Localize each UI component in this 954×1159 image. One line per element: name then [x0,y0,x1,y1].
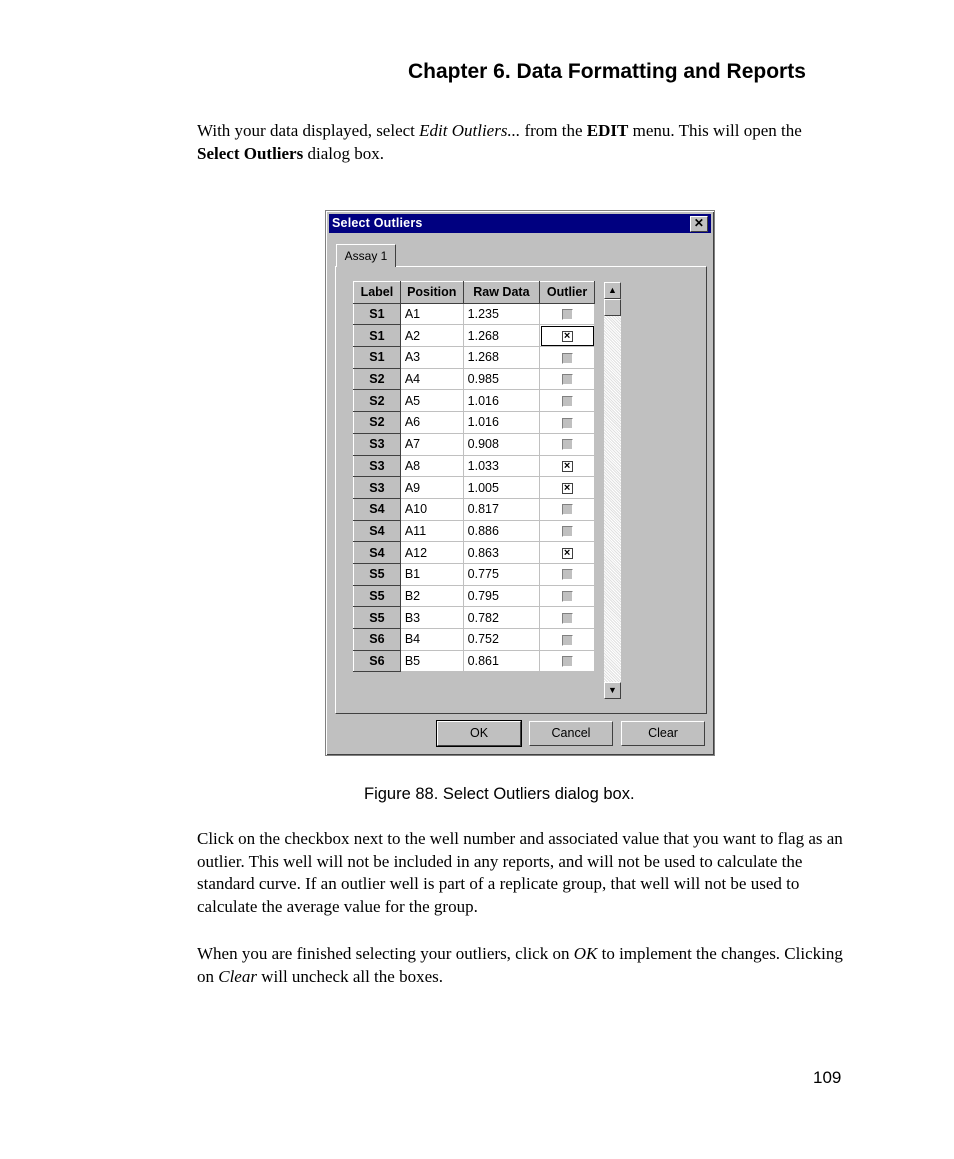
row-label-button[interactable]: S3 [354,455,401,477]
raw-data-cell: 0.863 [463,542,539,564]
table-row [354,455,595,477]
figure-caption: Figure 88. Select Outliers dialog box. [364,785,635,803]
raw-data-cell: 1.016 [463,390,539,412]
row-label-button[interactable]: S3 [354,477,401,499]
outlier-checkbox[interactable] [562,613,573,624]
vertical-scrollbar[interactable] [604,282,621,699]
position-cell: A6 [400,412,463,434]
position-cell: A1 [400,303,463,325]
table-row [354,498,595,520]
table-row [354,607,595,629]
outlier-checkbox[interactable] [562,591,573,602]
raw-data-cell: 1.268 [463,347,539,369]
dialog-titlebar [329,214,711,233]
column-header-label[interactable]: Label [354,282,401,304]
raw-data-cell: 0.908 [463,433,539,455]
table-row [354,347,595,369]
position-cell: B5 [400,650,463,672]
outlier-grid [353,281,595,672]
ok-button[interactable]: OK [437,721,521,746]
outlier-checkbox[interactable]: × [562,461,573,472]
table-row [354,520,595,542]
outlier-cell [540,607,595,629]
outlier-checkbox[interactable] [562,418,573,429]
outlier-checkbox[interactable] [562,504,573,515]
table-row [354,650,595,672]
outlier-checkbox[interactable] [562,656,573,667]
outlier-checkbox[interactable]: × [562,483,573,494]
outlier-checkbox[interactable]: × [562,548,573,559]
row-label-button[interactable]: S5 [354,585,401,607]
raw-data-cell: 0.985 [463,368,539,390]
raw-data-cell: 1.268 [463,325,539,347]
dialog-title: Select Outliers [332,216,423,230]
outlier-checkbox[interactable] [562,569,573,580]
table-row [354,303,595,325]
position-cell: A7 [400,433,463,455]
table-row [354,629,595,651]
row-label-button[interactable]: S5 [354,563,401,585]
table-row [354,325,595,347]
position-cell: A5 [400,390,463,412]
row-label-button[interactable]: S4 [354,520,401,542]
outlier-cell [540,650,595,672]
raw-data-cell: 1.033 [463,455,539,477]
row-label-button[interactable]: S6 [354,629,401,651]
column-header-raw-data[interactable]: Raw Data [463,282,539,304]
grid-header-row [354,282,595,304]
cancel-button[interactable]: Cancel [529,721,613,746]
outlier-cell [540,563,595,585]
position-cell: B1 [400,563,463,585]
clear-button[interactable]: Clear [621,721,705,746]
scroll-up-icon[interactable]: ▲ [604,282,621,299]
row-label-button[interactable]: S1 [354,303,401,325]
table-row [354,585,595,607]
intro-paragraph: With your data displayed, select Edit Outliers... from the EDIT menu. This will open the Select Outliers dialog box. [197,121,802,163]
outlier-checkbox[interactable]: × [562,331,573,342]
raw-data-cell: 0.886 [463,520,539,542]
outlier-cell [540,498,595,520]
raw-data-cell: 0.775 [463,563,539,585]
outlier-cell [540,520,595,542]
position-cell: A8 [400,455,463,477]
raw-data-cell: 1.005 [463,477,539,499]
outlier-checkbox[interactable] [562,396,573,407]
outlier-cell [540,347,595,369]
position-cell: B3 [400,607,463,629]
position-cell: B4 [400,629,463,651]
outlier-cell [540,412,595,434]
raw-data-cell: 0.782 [463,607,539,629]
outlier-cell [540,477,595,499]
outlier-cell [540,325,595,347]
row-label-button[interactable]: S5 [354,607,401,629]
row-label-button[interactable]: S2 [354,412,401,434]
row-label-button[interactable]: S4 [354,542,401,564]
scroll-down-icon[interactable]: ▼ [604,682,621,699]
row-label-button[interactable]: S4 [354,498,401,520]
outlier-checkbox[interactable] [562,526,573,537]
outlier-checkbox[interactable] [562,439,573,450]
table-row [354,368,595,390]
outlier-checkbox[interactable] [562,635,573,646]
outlier-cell [540,303,595,325]
outlier-cell [540,542,595,564]
raw-data-cell: 0.817 [463,498,539,520]
position-cell: B2 [400,585,463,607]
tab-assay-1[interactable]: Assay 1 [336,244,396,267]
body-paragraph-checkbox: Click on the checkbox next to the well number and associated value that you want to flag as an outlier. This well will not be included in any reports, and will not be used to calculate the standard curve. If an outlier well is part of a replicate group, that well will not be used to calculate the average value for the group. [197,829,843,916]
table-row [354,433,595,455]
table-row [354,563,595,585]
position-cell: A9 [400,477,463,499]
outlier-checkbox[interactable] [562,309,573,320]
position-cell: A4 [400,368,463,390]
row-label-button[interactable]: S2 [354,368,401,390]
outlier-checkbox[interactable] [562,353,573,364]
select-outliers-dialog [325,210,715,756]
table-row [354,542,595,564]
raw-data-cell: 1.235 [463,303,539,325]
table-row [354,477,595,499]
chapter-header: Chapter 6. Data Formatting and Reports [408,60,806,83]
tab-panel [335,266,707,714]
table-row [354,390,595,412]
column-header-outlier[interactable]: Outlier [540,282,595,304]
row-label-button[interactable]: S1 [354,347,401,369]
outlier-cell [540,585,595,607]
page-number: 109 [813,1068,842,1087]
outlier-cell [540,455,595,477]
position-cell: A3 [400,347,463,369]
outlier-cell [540,433,595,455]
outlier-cell [540,390,595,412]
raw-data-cell: 1.016 [463,412,539,434]
row-label-button[interactable]: S2 [354,390,401,412]
row-label-button[interactable]: S3 [354,433,401,455]
position-cell: A11 [400,520,463,542]
column-header-position[interactable]: Position [400,282,463,304]
raw-data-cell: 0.861 [463,650,539,672]
raw-data-cell: 0.795 [463,585,539,607]
table-row [354,412,595,434]
row-label-button[interactable]: S1 [354,325,401,347]
position-cell: A2 [400,325,463,347]
scroll-thumb[interactable] [604,299,621,316]
outlier-checkbox[interactable] [562,374,573,385]
position-cell: A10 [400,498,463,520]
outlier-cell [540,629,595,651]
raw-data-cell: 0.752 [463,629,539,651]
row-label-button[interactable]: S6 [354,650,401,672]
close-icon[interactable]: ✕ [690,216,708,232]
outlier-cell [540,368,595,390]
position-cell: A12 [400,542,463,564]
body-paragraph-finish: When you are finished selecting your outliers, click on OK to implement the changes. Clicking on Clear will uncheck all the boxes. [197,944,843,986]
